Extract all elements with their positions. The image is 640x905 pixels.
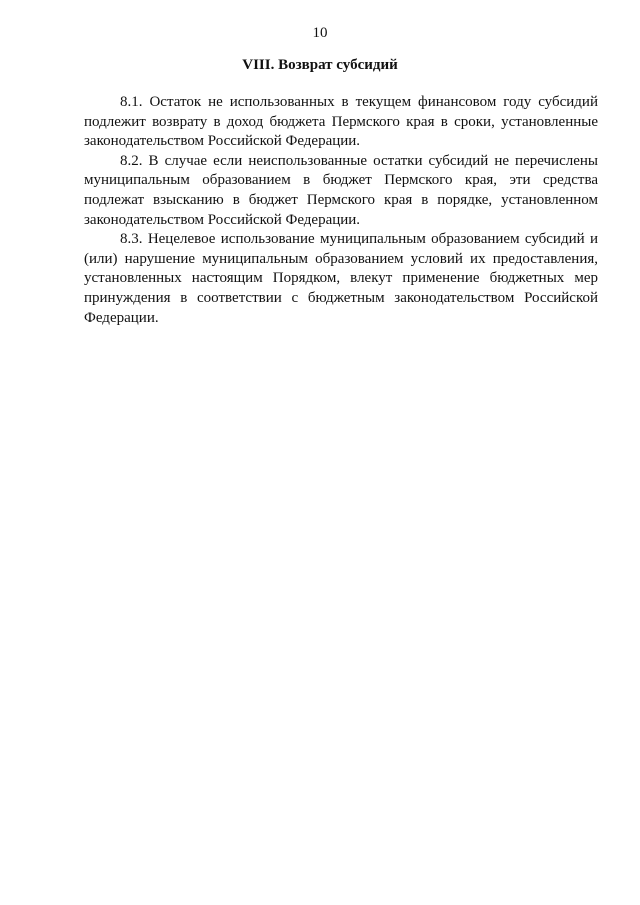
paragraph-8-3: 8.3. Нецелевое использование муниципальным образованием субсидий и (или) нарушение муниципальным образованием условий их предоставления, установленных настоящим Порядком, влекут применение бюджетных мер принуждения в соответствии с бюджетным законодательством Российской Федерации. <box>84 231 598 326</box>
paragraph-8-1: 8.1. Остаток не использованных в текущем финансовом году субсидий подлежит возврату в доход бюджета Пермского края в сроки, установленные законодательством Российской Федерации. <box>84 94 598 150</box>
section-title: VIII. Возврат субсидий <box>242 57 398 73</box>
section-body <box>84 93 598 328</box>
paragraph-8-2: 8.2. В случае если неиспользованные остатки субсидий не перечислены муниципальным образованием в бюджет Пермского края, эти средства подлежат взысканию в бюджет Пермского края в порядке, установленном законодательством Российской Федерации. <box>84 152 598 228</box>
page-number: 10 <box>312 25 328 41</box>
